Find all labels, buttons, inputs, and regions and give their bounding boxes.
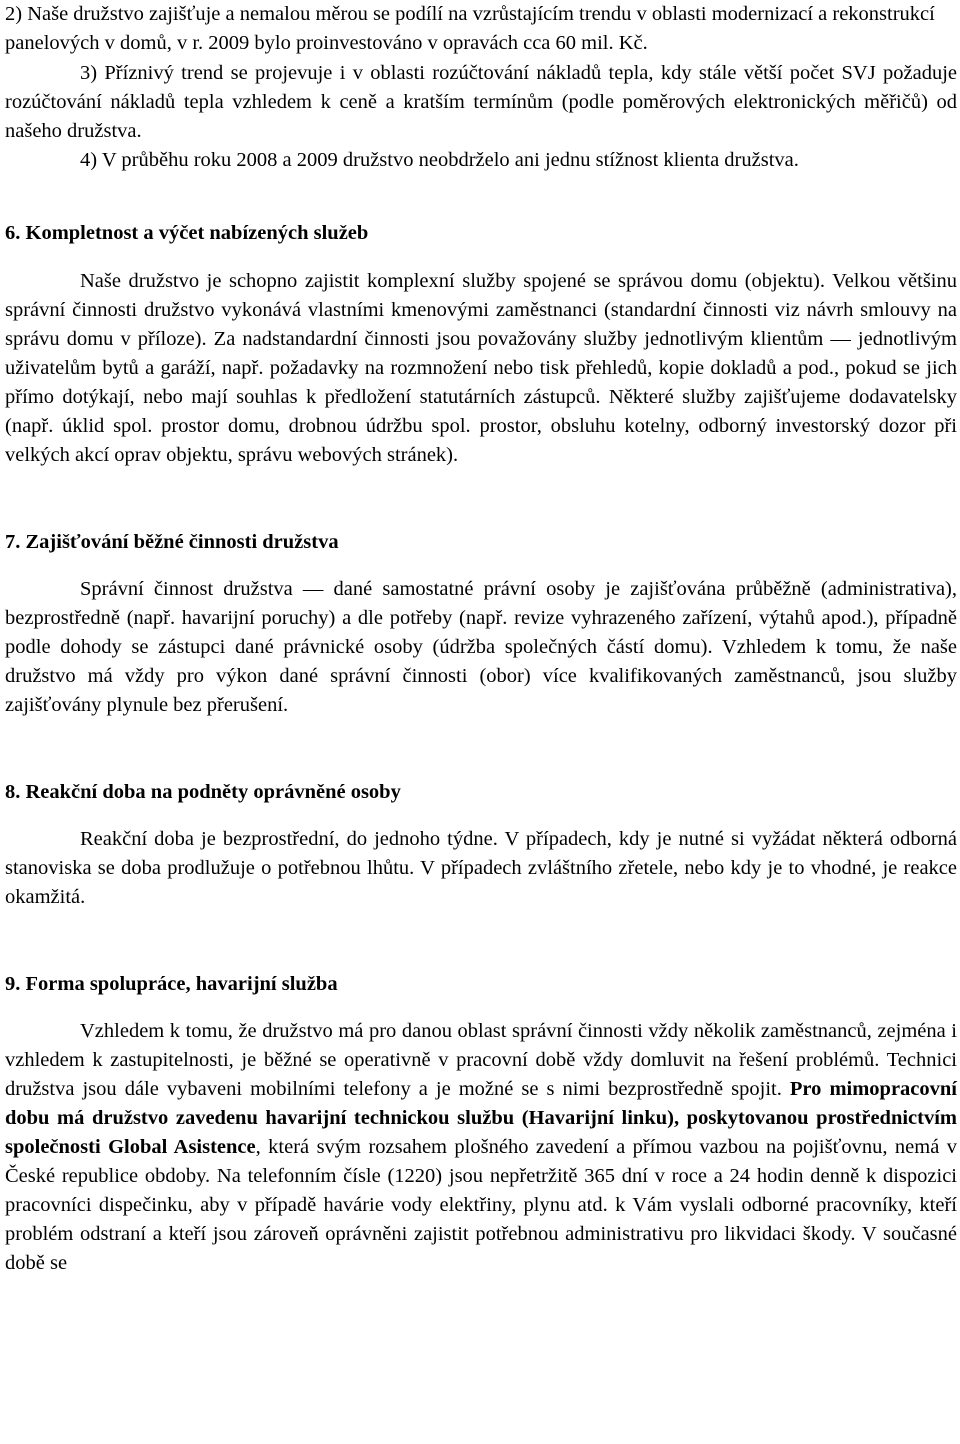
section-7-heading: 7. Zajišťování běžné činnosti družstva [5,531,339,553]
section-9-body [5,1017,957,1278]
section-8-heading: 8. Reakční doba na podněty oprávněné osoby [5,781,401,803]
section-8-body: Reakční doba je bezprostřední, do jednoho týdne. V případech, kdy je nutné si vyžádat některá odborná stanoviska se doba prodlužuje o potřebnou lhůtu. V případech zvláštního zřetele, nebo kdy je to vhodné, je reakce okamžitá. [5,828,957,908]
section-7-body: Správní činnost družstva — dané samostatné právní osoby je zajišťována průběžně (administrativa), bezprostředně (např. havarijní poruchy) a dle potřeby (např. revize vyhrazeného zařízení, výtahů apod.), případně podle dohody se zástupci dané právnické osoby (údržba společných částí domu). Vzhledem k tomu, že naše družstvo má vždy pro výkon dané správní činnosti (obor) více kvalifikovaných zaměstnanců, jsou služby zajišťovány plynule bez přerušení. [5,578,957,716]
section-9-body-bold: Pro mimopracovní dobu má družstvo zavedenu havarijní technickou službu (Havarijní linku), poskytovanou prostřednictvím společnosti Global Asistence [5,1078,957,1158]
paragraph-point-2: 2) Naše družstvo zajišťuje a nemalou měrou se podílí na vzrůstajícím trendu v oblasti modernizací a rekonstrukcí panelových v domů, v r. 2009 bylo proinvestováno v opravách cca 60 mil. Kč. [5,3,935,54]
section-6-heading: 6. Kompletnost a výčet nabízených služeb [5,222,369,244]
section-9-body-start: Vzhledem k tomu, že družstvo má pro danou oblast správní činnosti vždy několik zaměstnanců, zejména i vzhledem k zastupitelnosti, je běžné se operativně v pracovní době vždy domluvit na řešení problémů. Technici družstva jsou dále vybaveni mobilními telefony a je možné se s nimi bezprostředně spojit. [5,1020,957,1100]
section-9-heading: 9. Forma spolupráce, havarijní služba [5,973,338,995]
section-6-body: Naše družstvo je schopno zajistit komplexní služby spojené se správou domu (objektu). Velkou většinu správní činnosti družstvo vykonává vlastními kmenovými zaměstnanci (standardní činnosti viz návrh smlouvy na správu domu v příloze). Za nadstandardní činnosti jsou považovány služby jednotlivým klientům — jednotlivým uživatelům bytů a garáží, např. požadavky na rozmnožení nebo tisk přehledů, kopie dokladů a pod., pokud se jich přímo dotýkají, nebo mají souhlas k předložení statutárních zástupců. Některé služby zajišťujeme dodavatelsky (např. úklid spol. prostor domu, drobnou údržbu spol. prostor, obsluhu kotelny, odborný investorský dozor při velkých akcí oprav objektu, správu webových stránek). [5,270,957,466]
section-9-body-end: , která svým rozsahem plošného zavedení a přímou vazbou na pojišťovnu, nemá v České republice obdoby. Na telefonním čísle (1220) jsou nepřetržitě 365 dní v roce a 24 hodin denně k dispozici pracovníci dispečinku, aby v případě havárie vody elektřiny, plynu atd. k Vám vyslali odborné pracovníky, kteří problém odstraní a kteří jsou zároveň oprávněni zajistit potřebnou administrativu pro likvidaci škody. V současné době se [5,1136,957,1274]
paragraph-point-4: 4) V průběhu roku 2008 a 2009 družstvo neobdrželo ani jednu stížnost klienta družstva. [80,149,799,171]
paragraph-point-3: 3) Příznivý trend se projevuje i v oblasti rozúčtování nákladů tepla, kdy stále větší počet SVJ požaduje rozúčtování nákladů tepla vzhledem k ceně a kratším termínům (podle poměrových elektronických měřičů) od našeho družstva. [5,62,957,142]
